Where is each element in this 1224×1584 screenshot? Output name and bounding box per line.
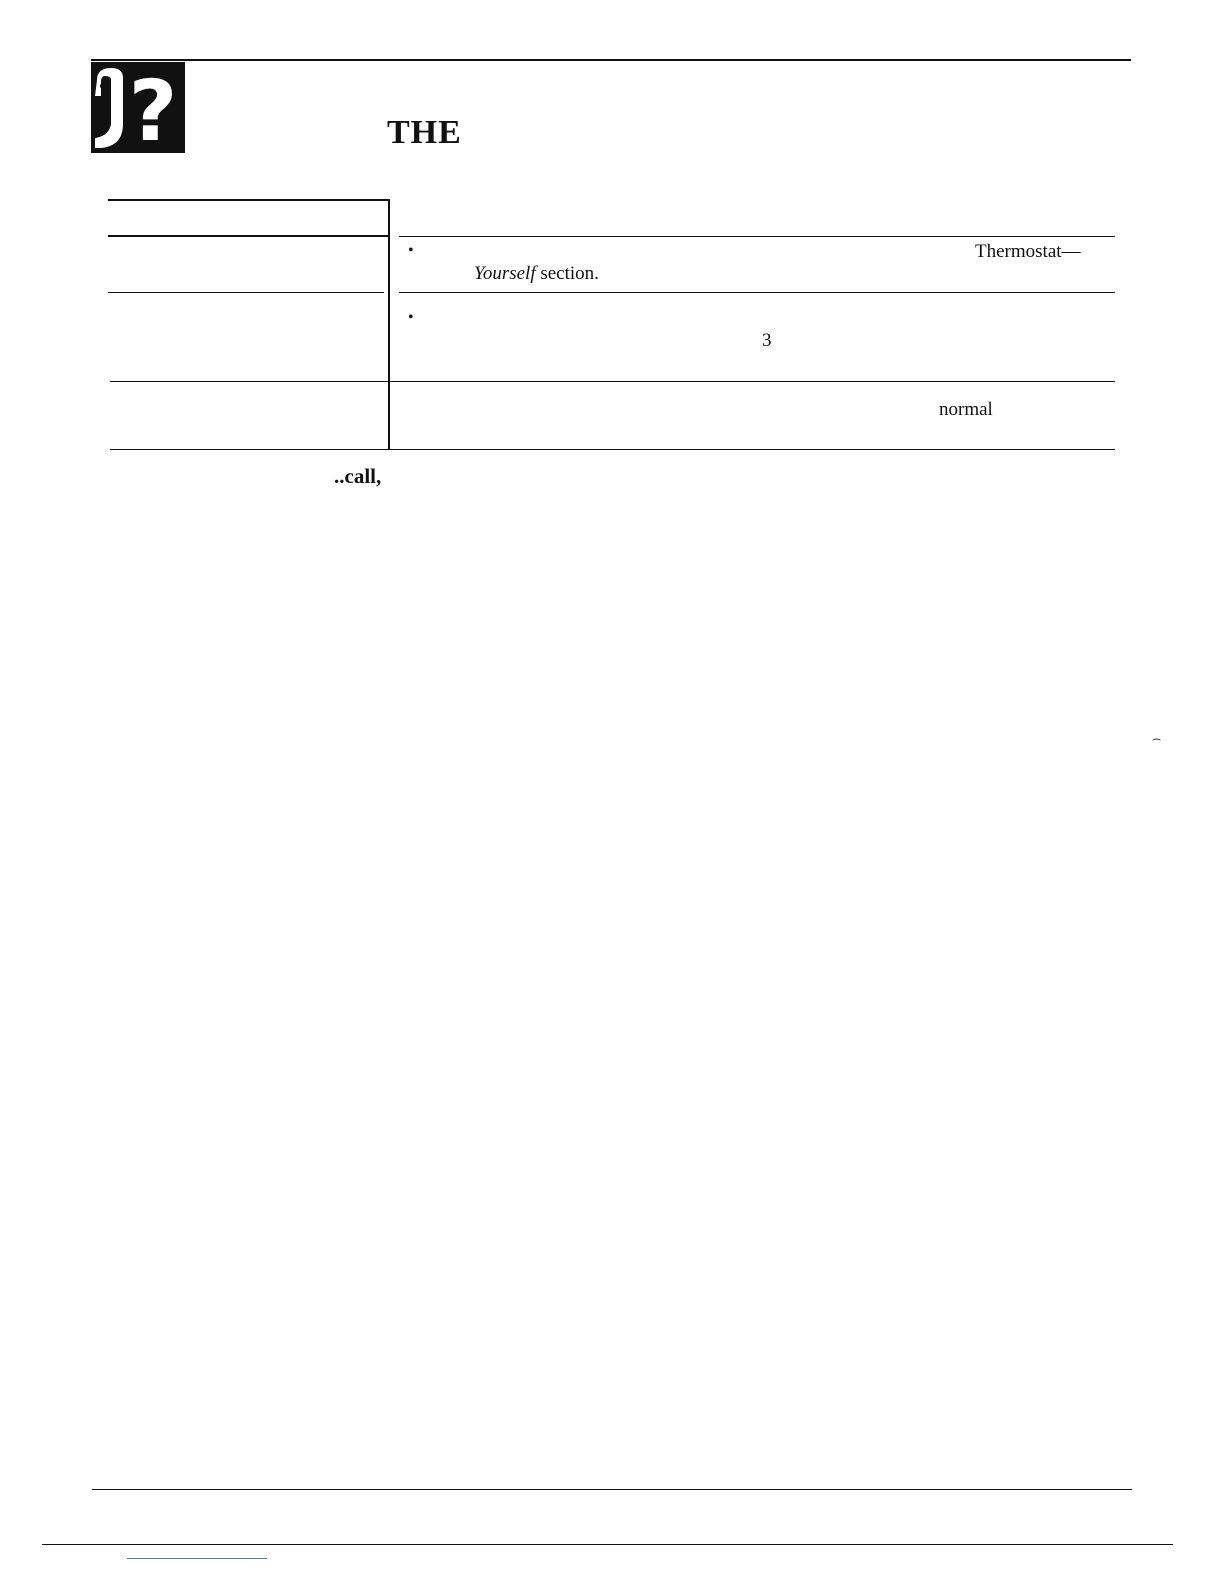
- row-rule-2-left: [108, 292, 384, 293]
- column-divider: [388, 199, 390, 449]
- bullet-marker: •: [408, 309, 414, 326]
- yourself-italic: Yourself: [474, 263, 536, 284]
- bullet-marker: •: [408, 242, 414, 259]
- call-text: ..call,: [334, 464, 382, 488]
- number-text: 3: [762, 330, 772, 351]
- row-rule-4: [110, 449, 1115, 450]
- row-rule-1-right: [399, 236, 1115, 237]
- row-rule-2-right: [399, 292, 1115, 293]
- section-word: section.: [535, 263, 599, 284]
- footer-rule: [92, 1489, 1132, 1490]
- page-bottom-rule: [42, 1544, 1173, 1545]
- row-rule-1-left: [108, 235, 388, 237]
- page-heading: THE: [387, 114, 462, 151]
- troubleshooting-question-icon: [91, 62, 185, 153]
- top-rule: [91, 59, 1131, 61]
- scan-mark: ⌢: [1152, 732, 1162, 747]
- thermostat-text: Thermostat—: [975, 241, 1081, 262]
- svg-text:?: ?: [128, 62, 178, 153]
- row-rule-3: [110, 381, 1115, 382]
- footer-link-underline[interactable]: [127, 1558, 267, 1559]
- yourself-section-text: [474, 264, 599, 283]
- normal-text: normal: [939, 399, 993, 420]
- table-header-rule-left: [108, 199, 389, 201]
